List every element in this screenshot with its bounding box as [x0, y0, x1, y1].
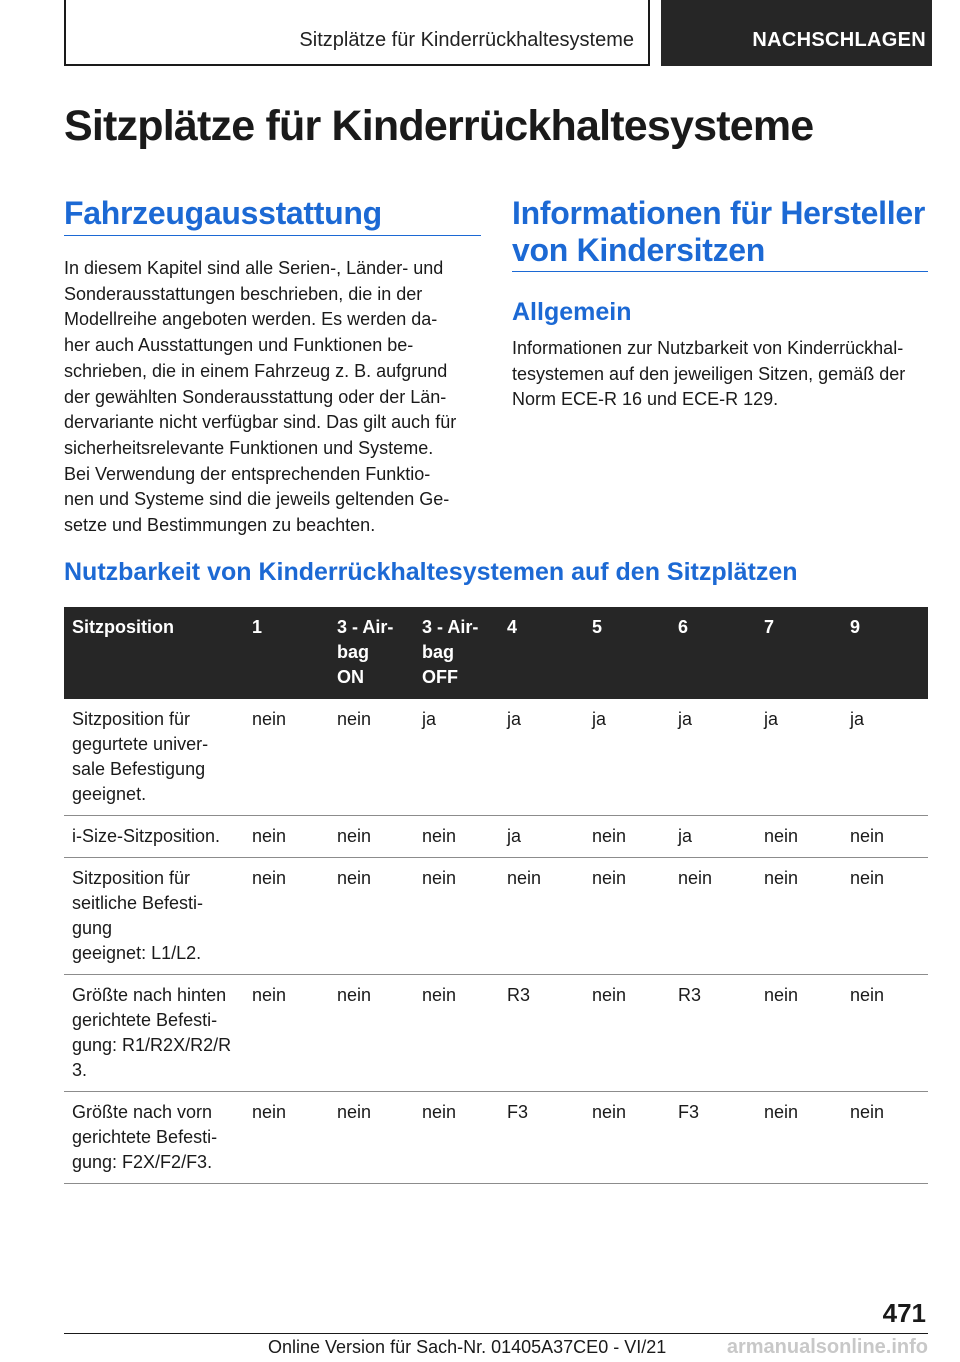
right-paragraph-line: Norm ECE-R 16 und ECE-R 129. — [512, 389, 779, 410]
table-cell: nein — [756, 1092, 842, 1184]
left-paragraph-line: schrieben, die in einem Fahrzeug z. B. aufgrund — [64, 360, 448, 381]
table-cell: nein — [329, 699, 414, 816]
page-title: Sitzplätze für Kinderrückhaltesysteme — [64, 102, 814, 150]
table-row-label-line: gegurtete univer- — [72, 734, 209, 754]
left-paragraph-line: her auch Ausstattungen und Funktionen be- — [64, 335, 414, 356]
table-header-cell — [842, 607, 928, 699]
left-paragraph-line: der gewählten Sonderausstattung oder der Län- — [64, 386, 447, 407]
table-row — [64, 1092, 928, 1184]
table-cell: nein — [499, 858, 584, 975]
table-cell: nein — [244, 1092, 329, 1184]
left-paragraph-line: In diesem Kapitel sind alle Serien-, Länder- und — [64, 258, 444, 278]
table-header-text: 5 — [592, 617, 603, 637]
table-cell: nein — [842, 1092, 928, 1184]
table-header-cell — [584, 607, 670, 699]
header-section-box — [64, 0, 650, 66]
table-row-label-line: geeignet: L1/L2. — [72, 943, 202, 963]
table-header-cell — [499, 607, 584, 699]
table-cell: nein — [244, 699, 329, 816]
heading-informationen-hersteller — [512, 195, 925, 269]
table-header-text: 6 — [678, 617, 689, 637]
table-row-label-line: Größte nach hinten — [72, 985, 227, 1005]
table-cell: ja — [414, 699, 499, 816]
paragraph-fahrzeugausstattung — [64, 256, 456, 539]
left-paragraph-line: sicherheitsrelevante Funktionen und Systeme. — [64, 437, 434, 458]
table-cell: ja — [756, 699, 842, 816]
heading-rule-left — [64, 235, 481, 236]
header-chapter-tab[interactable] — [661, 0, 932, 66]
table-cell: nein — [842, 858, 928, 975]
table-cell: nein — [414, 858, 499, 975]
table-cell: nein — [842, 816, 928, 858]
table-cell: nein — [414, 816, 499, 858]
table-header-text: 7 — [764, 617, 775, 637]
table-header-cell — [756, 607, 842, 699]
table-cell: nein — [244, 816, 329, 858]
table-row-label — [64, 816, 244, 858]
table-row-label-line: Sitzposition für — [72, 709, 191, 729]
table-cell: nein — [584, 975, 670, 1092]
table-cell: nein — [244, 975, 329, 1092]
paragraph-allgemein — [512, 336, 905, 413]
left-paragraph-line: dervariante nicht verfügbar sind. Das gilt auch für — [64, 412, 457, 433]
table-title: Nutzbarkeit von Kinderrückhaltesystemen auf den Sitzplätzen — [64, 558, 798, 586]
table-cell: ja — [670, 816, 756, 858]
table-row-label-line: geeignet. — [72, 784, 147, 804]
table-row-label-line: Größte nach vorn — [72, 1102, 213, 1122]
table-row — [64, 858, 928, 975]
table-header-text: Sitzposition — [72, 617, 174, 637]
page-number: 471 — [882, 1298, 926, 1328]
right-heading-line: von Kindersitzen — [512, 232, 766, 268]
left-paragraph-line: Sonderausstattungen beschrieben, die in der — [64, 283, 423, 304]
table-header-text: bag — [337, 642, 370, 662]
table-header-cell — [414, 607, 499, 699]
table-cell: nein — [756, 975, 842, 1092]
table-cell: nein — [329, 1092, 414, 1184]
table-cell: nein — [414, 1092, 499, 1184]
left-paragraph-line: Bei Verwendung der entsprechenden Funktio- — [64, 463, 431, 484]
table-cell: nein — [756, 816, 842, 858]
table-row-label — [64, 699, 244, 816]
table-row — [64, 816, 928, 858]
footer-rule — [64, 1333, 928, 1334]
table-cell: nein — [584, 858, 670, 975]
left-paragraph-line: setze und Bestimmungen zu beachten. — [64, 515, 376, 536]
table-cell: nein — [584, 816, 670, 858]
subheading-allgemein: Allgemein — [512, 298, 632, 326]
table-cell: R3 — [499, 975, 584, 1092]
table-cell: ja — [842, 699, 928, 816]
table-row-label-line: seitliche Befesti- — [72, 893, 204, 913]
right-paragraph-line: Informationen zur Nutzbarkeit von Kinderrückhal- — [512, 338, 904, 358]
table-cell: ja — [584, 699, 670, 816]
table-header-cell — [244, 607, 329, 699]
header-chapter-label: NACHSCHLAGEN — [752, 29, 926, 51]
table-header-cell — [329, 607, 414, 699]
table-cell: F3 — [499, 1092, 584, 1184]
seat-usability-table — [64, 607, 928, 1184]
table-row — [64, 699, 928, 816]
table-cell: F3 — [670, 1092, 756, 1184]
table-row-label-line: gung: R1/R2X/R2/R — [72, 1035, 232, 1055]
table-row-label-line: 3. — [72, 1060, 88, 1080]
table-header-text: 3 - Air- — [422, 617, 479, 637]
table-cell: R3 — [670, 975, 756, 1092]
table-header-text: OFF — [422, 667, 458, 687]
table-row-label-line: gerichtete Befesti- — [72, 1010, 218, 1030]
table-cell: nein — [329, 858, 414, 975]
table-row-label — [64, 975, 244, 1092]
table-cell: nein — [244, 858, 329, 975]
right-paragraph-line: tesystemen auf den jeweiligen Sitzen, gemäß der — [512, 363, 906, 384]
table-row-label-line: Sitzposition für — [72, 868, 191, 888]
heading-rule-right — [512, 271, 928, 272]
table-cell: ja — [499, 699, 584, 816]
table-header-cell — [64, 607, 244, 699]
table-cell: ja — [670, 699, 756, 816]
footer-text: Online Version für Sach-Nr. 01405A37CE0 - VI/21 — [268, 1337, 667, 1357]
table-row-label-line: sale Befestigung — [72, 759, 206, 779]
table-header-row — [64, 607, 928, 699]
table-header-cell — [670, 607, 756, 699]
table-cell: ja — [499, 816, 584, 858]
table-body — [64, 699, 928, 1184]
table-header-text: bag — [422, 642, 455, 662]
right-heading-line: Informationen für Hersteller — [512, 195, 926, 231]
left-paragraph-line: nen und Systeme sind die jeweils geltenden Ge- — [64, 489, 450, 510]
table-row-label-line: gung: F2X/F2/F3. — [72, 1152, 213, 1172]
table-cell: nein — [329, 816, 414, 858]
table-header-text: 9 — [850, 617, 861, 637]
table-row-label-line: i-Size-Sitzposition. — [72, 826, 221, 846]
header-section-title: Sitzplätze für Kinderrückhaltesysteme — [299, 29, 634, 51]
table-row-label — [64, 858, 244, 975]
table-cell: nein — [756, 858, 842, 975]
table-cell: nein — [329, 975, 414, 1092]
table-row-label-line: gung — [72, 918, 113, 938]
table-header-text: ON — [337, 667, 364, 687]
table-cell: nein — [670, 858, 756, 975]
heading-fahrzeugausstattung: Fahrzeugausstattung — [64, 195, 382, 231]
table-header-text: 4 — [507, 617, 518, 637]
table-cell: nein — [584, 1092, 670, 1184]
table-row-label — [64, 1092, 244, 1184]
table-header-text: 3 - Air- — [337, 617, 394, 637]
watermark: armanualsonline.info — [726, 1336, 928, 1358]
table-cell: nein — [842, 975, 928, 1092]
table-cell: nein — [414, 975, 499, 1092]
left-paragraph-line: Modellreihe angeboten werden. Es werden da- — [64, 309, 438, 330]
table-header-text: 1 — [252, 617, 263, 637]
table-row — [64, 975, 928, 1092]
table-row-label-line: gerichtete Befesti- — [72, 1127, 218, 1147]
